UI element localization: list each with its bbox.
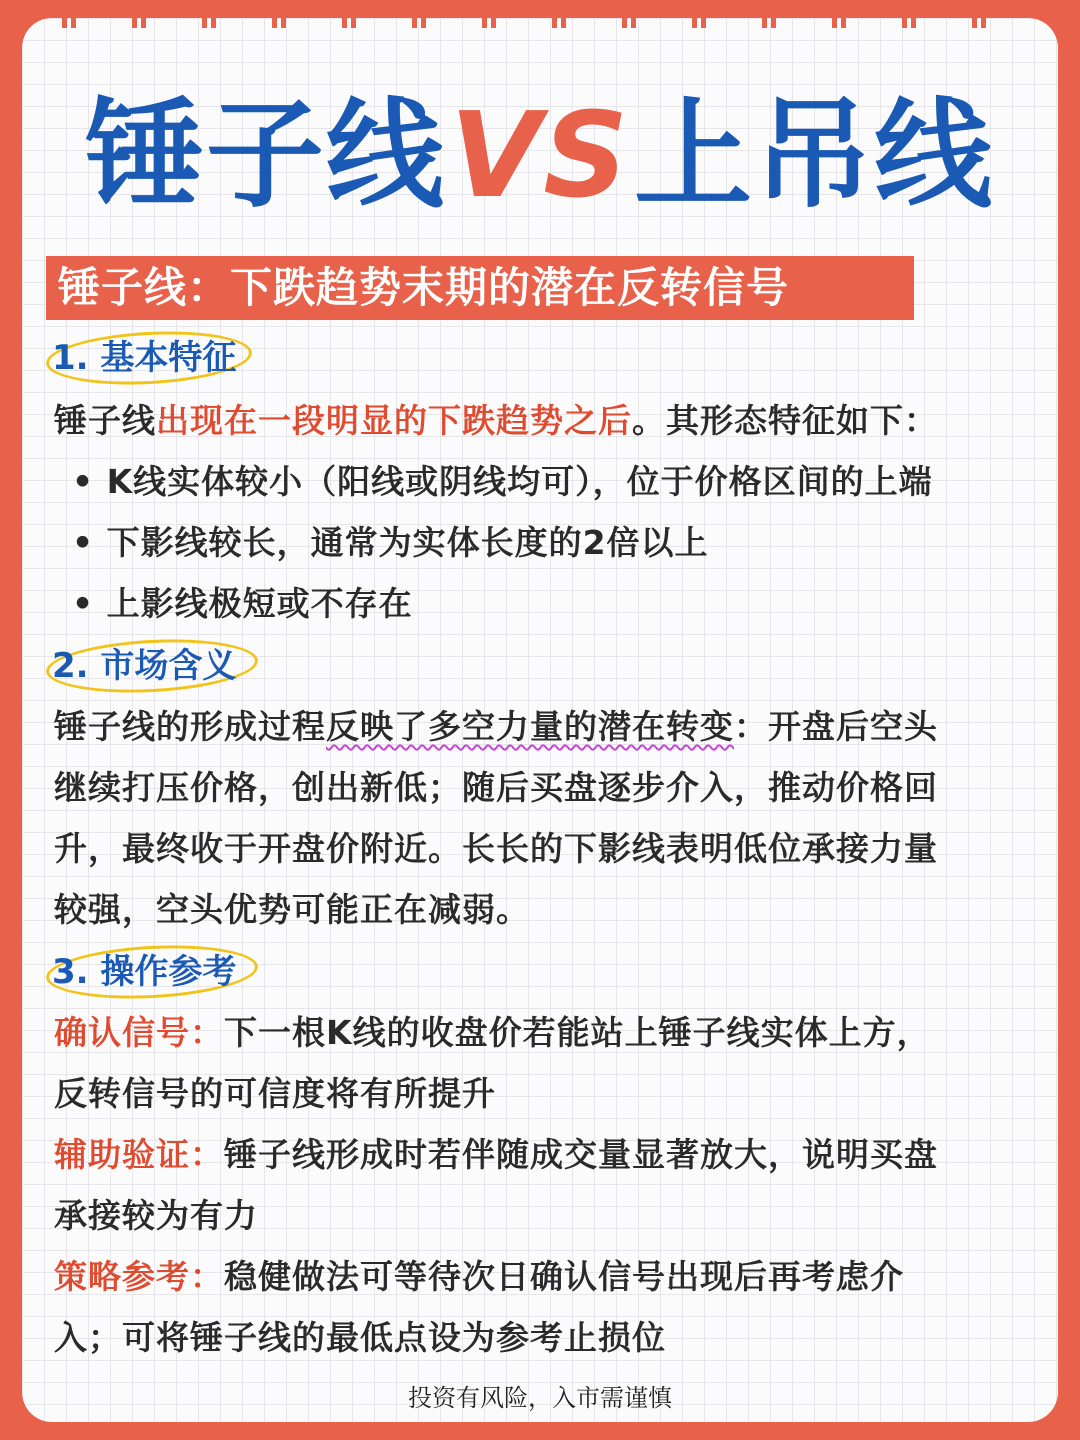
paragraph-line: 承接较为有力 bbox=[54, 1196, 258, 1235]
risk-disclaimer: 投资有风险，入市需谨慎 bbox=[408, 1384, 672, 1412]
text-segment: 锤子线的形成过程 bbox=[54, 707, 326, 746]
section2-heading: 2. 市场含义 bbox=[52, 646, 237, 686]
intro-tail: 。其形态特征如下： bbox=[632, 401, 938, 440]
item-label: 策略参考： bbox=[54, 1257, 224, 1296]
section3-body bbox=[54, 1002, 1026, 1368]
paragraph-line: 入；可将锤子线的最低点设为参考止损位 bbox=[54, 1318, 666, 1357]
section1-heading: 1. 基本特征 bbox=[52, 338, 237, 378]
paragraph-line bbox=[54, 696, 1026, 757]
paragraph-line: 较强，空头优势可能正在减弱。 bbox=[54, 890, 530, 929]
section1-intro bbox=[54, 390, 1026, 451]
list-item: • K线实体较小（阳线或阴线均可），位于价格区间的上端 bbox=[72, 462, 933, 501]
title-part2: 上吊线 bbox=[634, 86, 995, 224]
paragraph-line: 反转信号的可信度将有所提升 bbox=[54, 1074, 496, 1113]
paragraph-line: 继续打压价格，创出新低；随后买盘逐步介入，推动价格回 bbox=[54, 768, 938, 807]
intro-highlight: 出现在一段明显的下跌趋势之后 bbox=[156, 401, 632, 440]
title-part1: 锤子线 bbox=[85, 86, 446, 224]
title-vs: VS bbox=[449, 86, 631, 224]
section1-body bbox=[54, 390, 1026, 634]
list-item: • 下影线较长，通常为实体长度的2倍以上 bbox=[72, 523, 709, 562]
wavy-underlined-text: 反映了多空力量的潜在转变 bbox=[326, 707, 734, 746]
text-segment: ：开盘后空头 bbox=[734, 707, 938, 746]
page-title bbox=[0, 86, 1080, 224]
section3-heading: 3. 操作参考 bbox=[52, 952, 237, 992]
item-label: 辅助验证： bbox=[54, 1135, 224, 1174]
item-text: 下一根K线的收盘价若能站上锤子线实体上方， bbox=[224, 1013, 931, 1052]
bullet-text: 上影线极短或不存在 bbox=[106, 584, 413, 623]
item-text: 稳健做法可等待次日确认信号出现后再考虑介 bbox=[224, 1257, 904, 1296]
paragraph-line bbox=[54, 1124, 1026, 1185]
intro-plain: 锤子线 bbox=[54, 401, 156, 440]
paragraph-line bbox=[54, 1002, 1026, 1063]
item-text: 锤子线形成时若伴随成交量显著放大，说明买盘 bbox=[224, 1135, 938, 1174]
binder-rings bbox=[0, 0, 1080, 40]
bullet-text: K线实体较小（阳线或阴线均可），位于价格区间的上端 bbox=[106, 462, 933, 501]
section2-body bbox=[54, 696, 1026, 940]
paragraph-line: 升，最终收于开盘价附近。长长的下影线表明低位承接力量 bbox=[54, 829, 938, 868]
section-banner: 锤子线：下跌趋势末期的潜在反转信号 bbox=[46, 256, 914, 320]
list-item: • 上影线极短或不存在 bbox=[72, 584, 413, 623]
item-label: 确认信号： bbox=[54, 1013, 224, 1052]
bullet-text: 下影线较长，通常为实体长度的2倍以上 bbox=[106, 523, 709, 562]
paragraph-line bbox=[54, 1246, 1026, 1307]
